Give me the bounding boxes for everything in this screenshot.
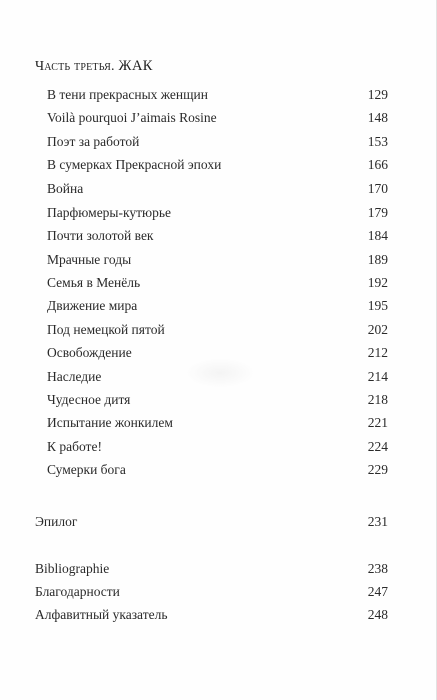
toc-entry-page: 214 bbox=[367, 369, 388, 384]
toc-entry-title: Под немецкой пятой bbox=[47, 322, 165, 337]
toc-entry-title: К работе! bbox=[47, 439, 102, 454]
toc-entry bbox=[47, 275, 390, 293]
toc-entry bbox=[47, 322, 390, 340]
toc-entry bbox=[47, 439, 390, 457]
toc-entry bbox=[47, 298, 390, 316]
toc-entry-title: Благодарности bbox=[35, 584, 120, 599]
toc-entry bbox=[47, 157, 390, 175]
toc-entry-page: 238 bbox=[367, 561, 388, 576]
toc-entry-page: 184 bbox=[367, 228, 388, 243]
toc-entry-title: Освобождение bbox=[47, 345, 132, 360]
toc-entry bbox=[47, 252, 390, 270]
toc-entry-title: Поэт за работой bbox=[47, 134, 140, 149]
toc-entry-page: 212 bbox=[367, 345, 388, 360]
toc-entry bbox=[47, 392, 390, 410]
toc-back-matter-entry bbox=[35, 584, 388, 602]
toc-entry-title: Чудесное дитя bbox=[47, 392, 131, 407]
part-heading bbox=[35, 58, 153, 75]
toc-entry bbox=[47, 462, 390, 480]
toc-entry-title: Сумерки бога bbox=[47, 462, 126, 477]
toc-entry-title: В тени прекрасных женщин bbox=[47, 87, 208, 102]
toc-entry bbox=[47, 415, 390, 433]
toc-entry-title: Наследие bbox=[47, 369, 102, 384]
toc-back-matter-entry bbox=[35, 561, 388, 579]
toc-entry bbox=[47, 228, 390, 246]
toc-entry-page: 192 bbox=[367, 275, 388, 290]
toc-entry bbox=[47, 181, 390, 199]
toc-entry bbox=[47, 205, 390, 223]
toc-entry-title: Семья в Менёль bbox=[47, 275, 141, 290]
toc-entry-title: Bibliographie bbox=[35, 561, 110, 576]
toc-entry-page: 189 bbox=[367, 252, 388, 267]
toc-entry-page: 218 bbox=[367, 392, 388, 407]
toc-entry-title: Испытание жонкилем bbox=[47, 415, 173, 430]
toc-entry bbox=[47, 110, 390, 128]
toc-entry-page: 179 bbox=[367, 205, 388, 220]
toc-entry-page: 247 bbox=[367, 584, 388, 599]
toc-entry-page: 229 bbox=[367, 462, 388, 477]
toc-entry-title: Парфюмеры-кутюрье bbox=[47, 205, 171, 220]
toc-entry-page: 153 bbox=[367, 134, 388, 149]
toc-entry-title: Мрачные годы bbox=[47, 252, 132, 267]
toc-entry-page: 148 bbox=[367, 110, 388, 125]
toc-entry-title: Voilà pourquoi J’aimais Rosine bbox=[47, 110, 217, 125]
part-name: ЖАК bbox=[118, 58, 153, 74]
toc-entry-title: Почти золотой век bbox=[47, 228, 154, 243]
toc-entry bbox=[47, 134, 390, 152]
show-through-smudge bbox=[185, 358, 255, 388]
toc-epilogue bbox=[35, 514, 388, 532]
toc-entry-title: Эпилог bbox=[35, 514, 78, 529]
toc-entry-page: 170 bbox=[367, 181, 388, 196]
toc-entry-page: 231 bbox=[367, 514, 388, 529]
toc-entry-page: 224 bbox=[367, 439, 388, 454]
toc-entry-page: 129 bbox=[367, 87, 388, 102]
toc-entry-page: 221 bbox=[367, 415, 388, 430]
toc-entry-page: 248 bbox=[367, 607, 388, 622]
toc-entry-title: В сумерках Прекрасной эпохи bbox=[47, 157, 222, 172]
toc-entry-page: 195 bbox=[367, 298, 388, 313]
toc-entry-page: 202 bbox=[367, 322, 388, 337]
toc-entry-title: Алфавитный указатель bbox=[35, 607, 168, 622]
toc-entry-title: Движение мира bbox=[47, 298, 138, 313]
part-prefix: Часть третья. bbox=[35, 59, 115, 74]
toc-entry bbox=[47, 87, 390, 105]
toc-entry-page: 166 bbox=[367, 157, 388, 172]
toc-back-matter-entry bbox=[35, 607, 388, 625]
toc-entry-title: Война bbox=[47, 181, 84, 196]
